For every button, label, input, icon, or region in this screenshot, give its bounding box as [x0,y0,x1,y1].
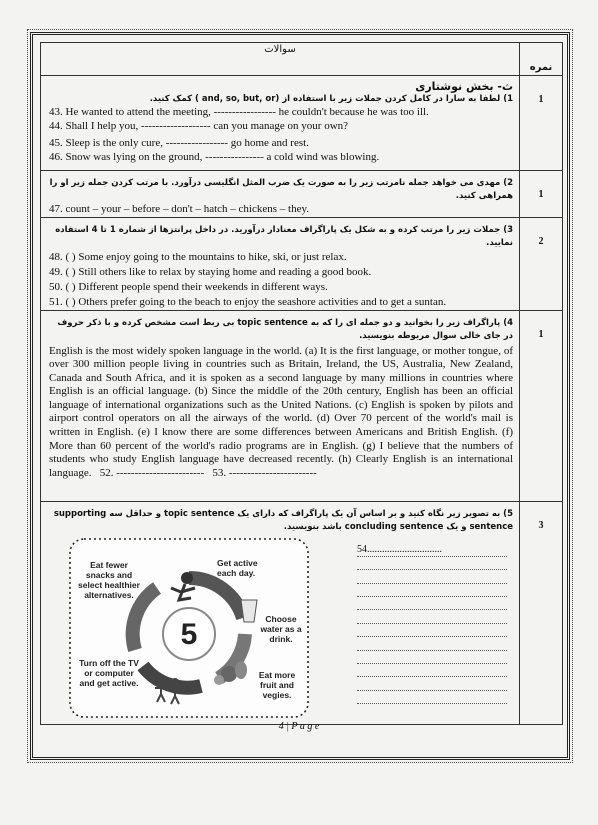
question-1-row [41,76,563,171]
tip-eat-more-fruit: Eat more fruit and vegies. [258,669,296,700]
question-4-row [41,310,563,501]
q4-paragraph-text: English is the most widely spoken language in the world. (a) It is the first language, or mother tongue, of over 300 million people living in countries such as Britain, Ireland, the US, Australia, New Zealand, Canada and South Africa, and it is spoken as a second language by many millions in countries where English is an official language. (b) Since the middle of the 20th century, English has been an official language of international organizations such as the United Nations. (c) English is spoken by pilots and airport control operators on all the airways of the world. (d) Over 70 percent of the world's mail is written in English. (e) I know there are some differences between Americans and British English. (f) More than 60 percent of the world's radio programs are in English. (g) I believe that the numbers of students who study English language have decreased recently. (h) Clearly English is an international language. [49,344,513,479]
question-5-row [41,501,563,724]
q51: 51. ( ) Others prefer going to the beach to enjoy the seashore activities and to get a suntan. [49,295,447,308]
question-2 [41,171,520,218]
answer-line[interactable] [357,597,507,610]
q47: 47. count – your – before – don't – hatch – chickens – they. [49,203,310,215]
q45: 45. Sleep is the only cure, ----------------- go home and rest. [49,137,309,149]
q50: 50. ( ) Different people spend their weekends in different ways. [49,280,328,293]
water-glass-icon [241,600,257,622]
page-number: 4 | P a g e [278,721,320,732]
healthy-tips-infographic [69,538,309,718]
score-header: نمره [520,43,563,76]
tip-eat-fewer-snacks: Eat fewer snacks and select healthier alternatives. [78,559,140,600]
q44: 44. Shall I help you, ------------------- can you manage on your own? [49,119,349,132]
answer-line[interactable] [357,610,507,623]
q4-score: 1 [520,310,563,501]
question-2-row [41,171,563,218]
q3-score: 2 [520,217,563,310]
q48: 48. ( ) Some enjoy going to the mountains to hike, ski, or just relax. [49,250,347,263]
infographic-graphic [69,538,309,718]
answer-line[interactable] [357,557,507,570]
question-5 [41,501,520,724]
answer-line[interactable] [357,637,507,650]
questions-header: سوالات [41,43,520,76]
q4-paragraph [41,343,519,483]
q43: 43. He wanted to attend the meeting, ----------------- he couldn't because he was too ill. [49,106,429,118]
question-3-row [41,217,563,310]
q2-score: 1 [520,171,563,218]
answer-line[interactable] [357,651,507,664]
q49: 49. ( ) Still others like to relax by staying home and reading a good book. [49,265,372,278]
q3-instruction: 3) جملات زیر را مرتب کرده و به شکل یک پاراگراف معنادار درآورید. در داخل پرانتزها از شماره 1 تا 4 استفاده نمایید. [55,224,513,248]
header-row [41,43,563,76]
tip-turn-off-tv: Turn off the TV or computer and get active. [79,657,139,688]
answer-line-54[interactable]: 54.............................. [357,544,507,557]
blank-53[interactable]: 53. ------------------------ [212,466,317,479]
q2-instruction: 2) مهدی می خواهد جمله نامرتب زیر را به صورت یک ضرب المثل انگلیسی درآورد. با مرتب کردن جمله زیر او را همراهی کنید. [49,178,513,201]
answer-lines[interactable] [357,544,507,705]
answer-line[interactable] [357,570,507,583]
q4-instruction: 4) پاراگراف زیر را بخوانید و دو جمله ای را که به topic sentence بی ربط است مشخص کرده و با ذکر حروف در جای خالی سوال مربوطه بنویسید. [57,317,513,341]
answer-line[interactable] [357,584,507,597]
q46: 46. Snow was lying on the ground, ---------------- a cold wind was blowing. [49,150,380,163]
tip-get-active: Get active each day. [217,557,258,578]
answer-line[interactable] [357,624,507,637]
questions-table [40,42,563,725]
question-3 [41,217,520,310]
question-1 [41,76,520,171]
answer-line[interactable] [357,691,507,704]
answer-line[interactable] [357,664,507,677]
q1-score: 1 [520,76,563,171]
answer-line[interactable] [357,677,507,690]
section-title: ث- بخش نوشتاری [415,80,513,93]
tip-choose-water: Choose water as a drink. [260,613,302,644]
infographic-center-number: 5 [180,617,198,651]
question-4 [41,310,520,501]
q1-instruction: 1) لطفا به سارا در کامل کردن جملات زیر با استفاده از (and, so, but, or ) کمک کنید. [149,94,513,104]
blank-52[interactable]: 52. ------------------------ [99,466,205,479]
q5-score: 3 [520,501,563,724]
q5-instruction: 5) به تصویر زیر نگاه کنید و بر اساس آن یک پاراگراف که دارای یک topic sentence و حداقل سه supporting sentence و یک concluding sentence باشد بنویسید. [53,508,513,532]
